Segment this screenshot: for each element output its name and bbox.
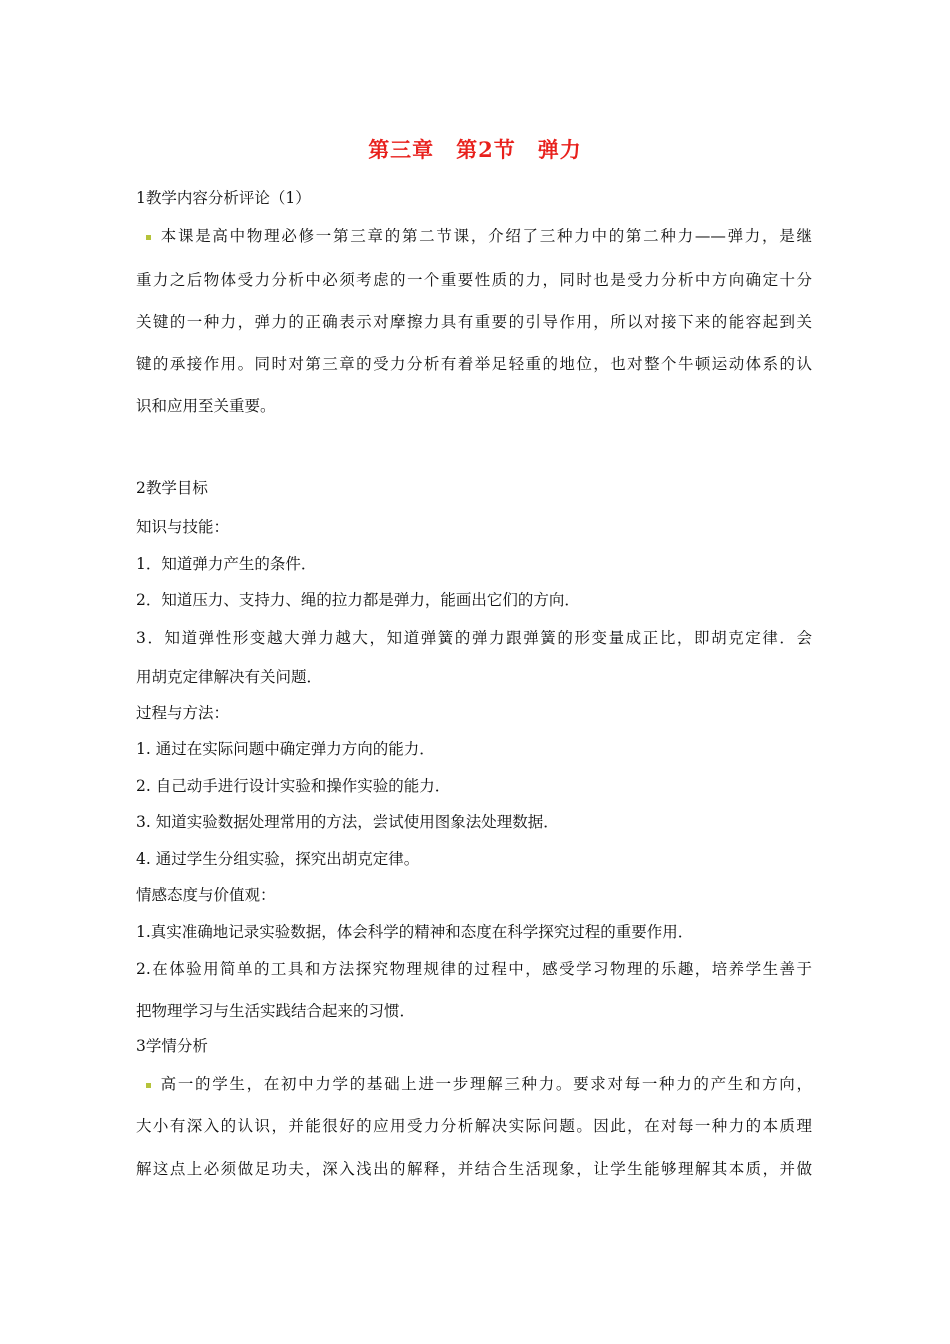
section1-line: 识和应用至关重要。	[136, 397, 276, 415]
section3-line: 大小有深入的认识，并能很好的应用受力分析解决实际问题。因此，在对每一种力的本质理	[136, 1117, 812, 1135]
section1-line: 重力之后物体受力分析中必须考虑的一个重要性质的力，同时也是受力分析中方向确定十分	[136, 271, 812, 289]
process-item: 1. 通过在实际问题中确定弹力方向的能力．	[136, 740, 435, 758]
section1-line: 键的承接作用。同时对第三章的受力分析有着举足轻重的地位，也对整个牛顿运动体系的认	[136, 355, 812, 373]
knowledge-item: 用胡克定律解决有关问题．	[136, 668, 323, 686]
emotion-item: 1.真实准确地记录实验数据，体会科学的精神和态度在科学探究过程的重要作用．	[136, 923, 694, 941]
section1-line: 关键的一种力，弹力的正确表示对摩擦力具有重要的引导作用，所以对接下来的能容起到关	[136, 313, 812, 331]
knowledge-item: 1．知道弹力产生的条件．	[136, 555, 317, 573]
section3-heading: 3学情分析	[136, 1037, 208, 1055]
emotion-item: 2.在体验用简单的工具和方法探究物理规律的过程中，感受学习物理的乐趣，培养学生善于	[136, 960, 812, 978]
knowledge-item: 2．知道压力、支持力、绳的拉力都是弹力，能画出它们的方向．	[136, 591, 580, 609]
emotion-heading: 情感态度与价值观：	[136, 886, 276, 904]
knowledge-item: 3．知道弹性形变越大弹力越大，知道弹簧的弹力跟弹簧的形变量成正比，即胡克定律．会	[136, 629, 812, 647]
knowledge-heading: 知识与技能：	[136, 518, 230, 536]
section1-heading: 1教学内容分析评论（1）	[136, 189, 311, 207]
section2-heading: 2教学目标	[136, 479, 208, 497]
process-item: 2. 自己动手进行设计实验和操作实验的能力．	[136, 777, 451, 795]
section1-line: 本课是高中物理必修一第三章的第二节课，介绍了三种力中的第二种力——弹力，是继	[136, 226, 812, 246]
emotion-item: 把物理学习与生活实践结合起来的习惯．	[136, 1002, 416, 1020]
section3-line: 解这点上必须做足功夫，深入浅出的解释，并结合生活现象，让学生能够理解其本质，并做	[136, 1160, 812, 1178]
process-item: 3. 知道实验数据处理常用的方法，尝试使用图象法处理数据．	[136, 813, 559, 831]
bullet-marker	[146, 1083, 151, 1088]
document-title: 第三章 第2节 弹力	[368, 137, 582, 162]
bullet-marker	[146, 235, 151, 240]
section3-line: 高一的学生，在初中力学的基础上进一步理解三种力。要求对每一种力的产生和方向，	[136, 1074, 812, 1094]
process-heading: 过程与方法：	[136, 704, 230, 722]
process-item: 4. 通过学生分组实验，探究出胡克定律。	[136, 850, 420, 868]
